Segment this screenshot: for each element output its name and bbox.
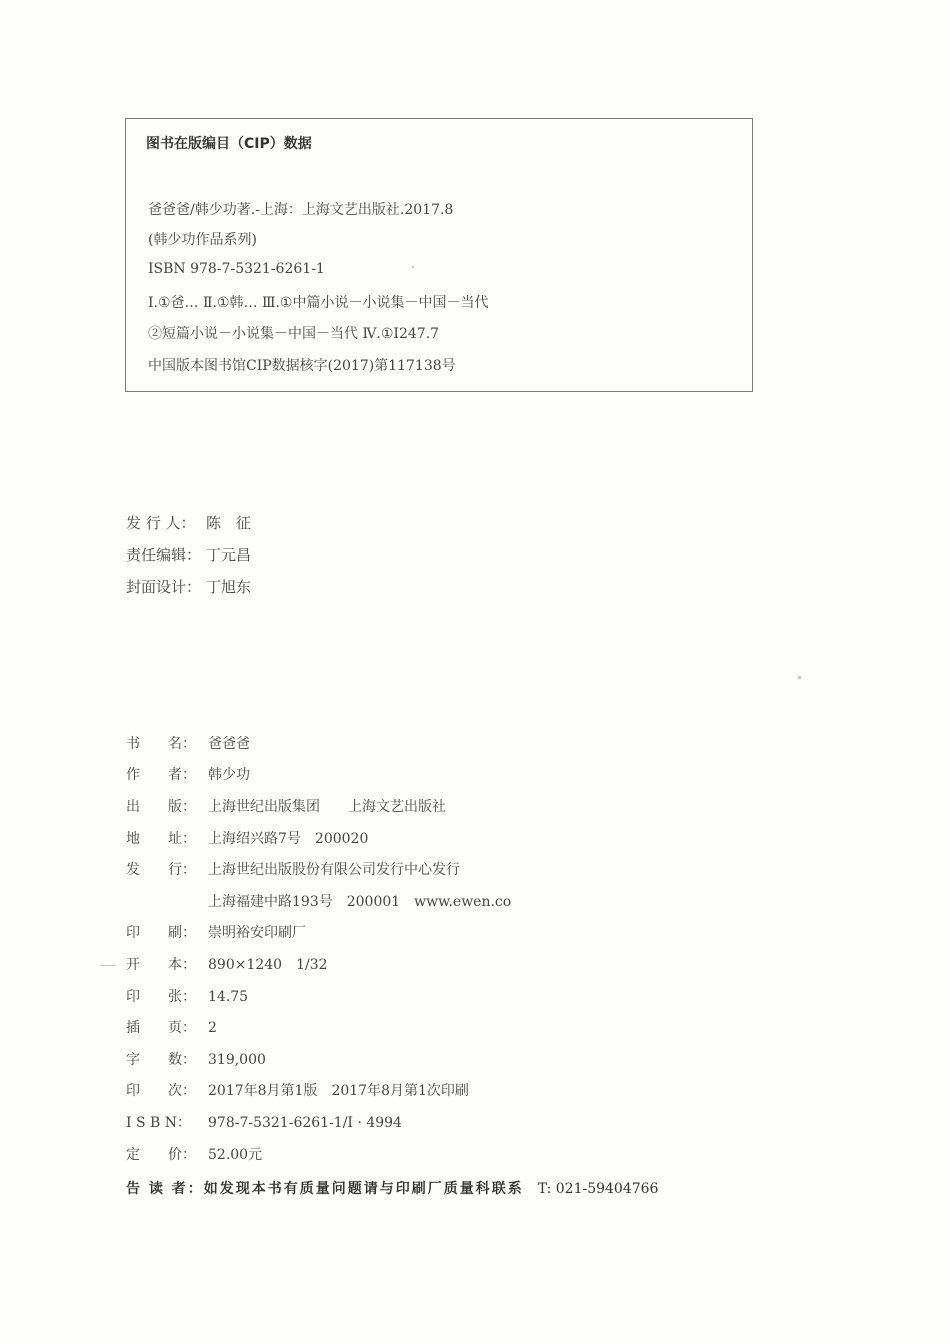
info-row-address [126, 829, 368, 849]
info-row-title [126, 734, 250, 754]
info-row-distribution-address [126, 892, 511, 912]
info-value: 崇明裕安印刷厂 [208, 925, 306, 941]
cip-line: ②短篇小说－小说集－中国－当代 Ⅳ.①I247.7 [148, 326, 440, 342]
info-value: 2 [208, 1020, 217, 1036]
info-label: 开 本： [126, 957, 196, 973]
info-value: 52.00元 [208, 1147, 263, 1163]
info-label: 出 版： [126, 799, 196, 815]
info-row-sheets [126, 987, 248, 1007]
info-row-word-count [126, 1050, 266, 1070]
info-label: 插 页： [126, 1020, 196, 1036]
info-label: 作 者： [126, 767, 196, 783]
info-row-author [126, 765, 250, 785]
cip-title: 图书在版编目（CIP）数据 [146, 136, 312, 152]
staff-value: 陈 征 [206, 514, 252, 532]
staff-label: 封面设计： [126, 578, 202, 596]
staff-label: 责任编辑： [126, 546, 202, 564]
info-label: 发 行： [126, 862, 196, 878]
staff-publisher [126, 512, 251, 533]
info-label: 地 址： [126, 831, 196, 847]
cip-line: (韩少功作品系列) [148, 232, 257, 248]
cip-line: 中国版本图书馆CIP数据核字(2017)第117138号 [148, 358, 456, 374]
info-value: 爸爸爸 [208, 736, 250, 752]
info-value: 上海绍兴路7号 200020 [208, 831, 369, 847]
info-label: 书 名： [126, 736, 196, 752]
info-label: 印 张： [126, 989, 196, 1005]
staff-label: 发 行 人： [126, 514, 196, 532]
cip-line: ISBN 978-7-5321-6261-1 [148, 261, 325, 277]
info-row-distribution [126, 860, 460, 880]
cip-line: 爸爸爸/韩少功著.-上海：上海文艺出版社.2017.8 [148, 202, 454, 218]
info-value: 2017年8月第1版 2017年8月第1次印刷 [208, 1083, 469, 1099]
staff-value: 丁旭东 [206, 578, 252, 596]
info-value: 上海世纪出版集团 上海文艺出版社 [208, 799, 446, 815]
info-value: 890×1240 1/32 [208, 957, 328, 973]
staff-editor [126, 544, 251, 565]
notice-phone: T: 021-59404766 [537, 1181, 659, 1197]
cip-line: Ⅰ.①爸… Ⅱ.①韩… Ⅲ.①中篇小说－小说集－中国－当代 [148, 295, 489, 311]
info-value: 上海福建中路193号 200001 www.ewen.co [208, 894, 512, 910]
info-label: 定 价： [126, 1147, 196, 1163]
info-row-inserts [126, 1018, 217, 1038]
info-value: 上海世纪出版股份有限公司发行中心发行 [208, 862, 460, 878]
scan-speck [412, 266, 414, 268]
info-row-price [126, 1145, 262, 1165]
info-value: 319,000 [208, 1052, 266, 1068]
info-row-printer [126, 923, 306, 943]
info-value: 14.75 [208, 989, 249, 1005]
info-label: 印 刷： [126, 925, 196, 941]
info-row-publisher [126, 797, 446, 817]
scan-speck [798, 676, 801, 679]
info-label: 印 次： [126, 1083, 196, 1099]
scan-speck [100, 965, 116, 966]
info-value: 韩少功 [208, 767, 250, 783]
reader-notice [126, 1178, 658, 1198]
staff-cover-design [126, 576, 251, 597]
notice-label: 告 读 者： [126, 1181, 204, 1197]
info-label: 字 数： [126, 1052, 196, 1068]
cip-data-box [125, 118, 753, 392]
staff-value: 丁元昌 [206, 546, 252, 564]
info-value: 978-7-5321-6261-1/I · 4994 [208, 1115, 402, 1131]
info-row-format [126, 955, 328, 975]
info-label: I S B N： [126, 1115, 192, 1131]
info-row-edition [126, 1081, 469, 1101]
info-row-isbn [126, 1113, 402, 1133]
notice-text: 如发现本书有质量问题请与印刷厂质量科联系 [203, 1181, 524, 1197]
